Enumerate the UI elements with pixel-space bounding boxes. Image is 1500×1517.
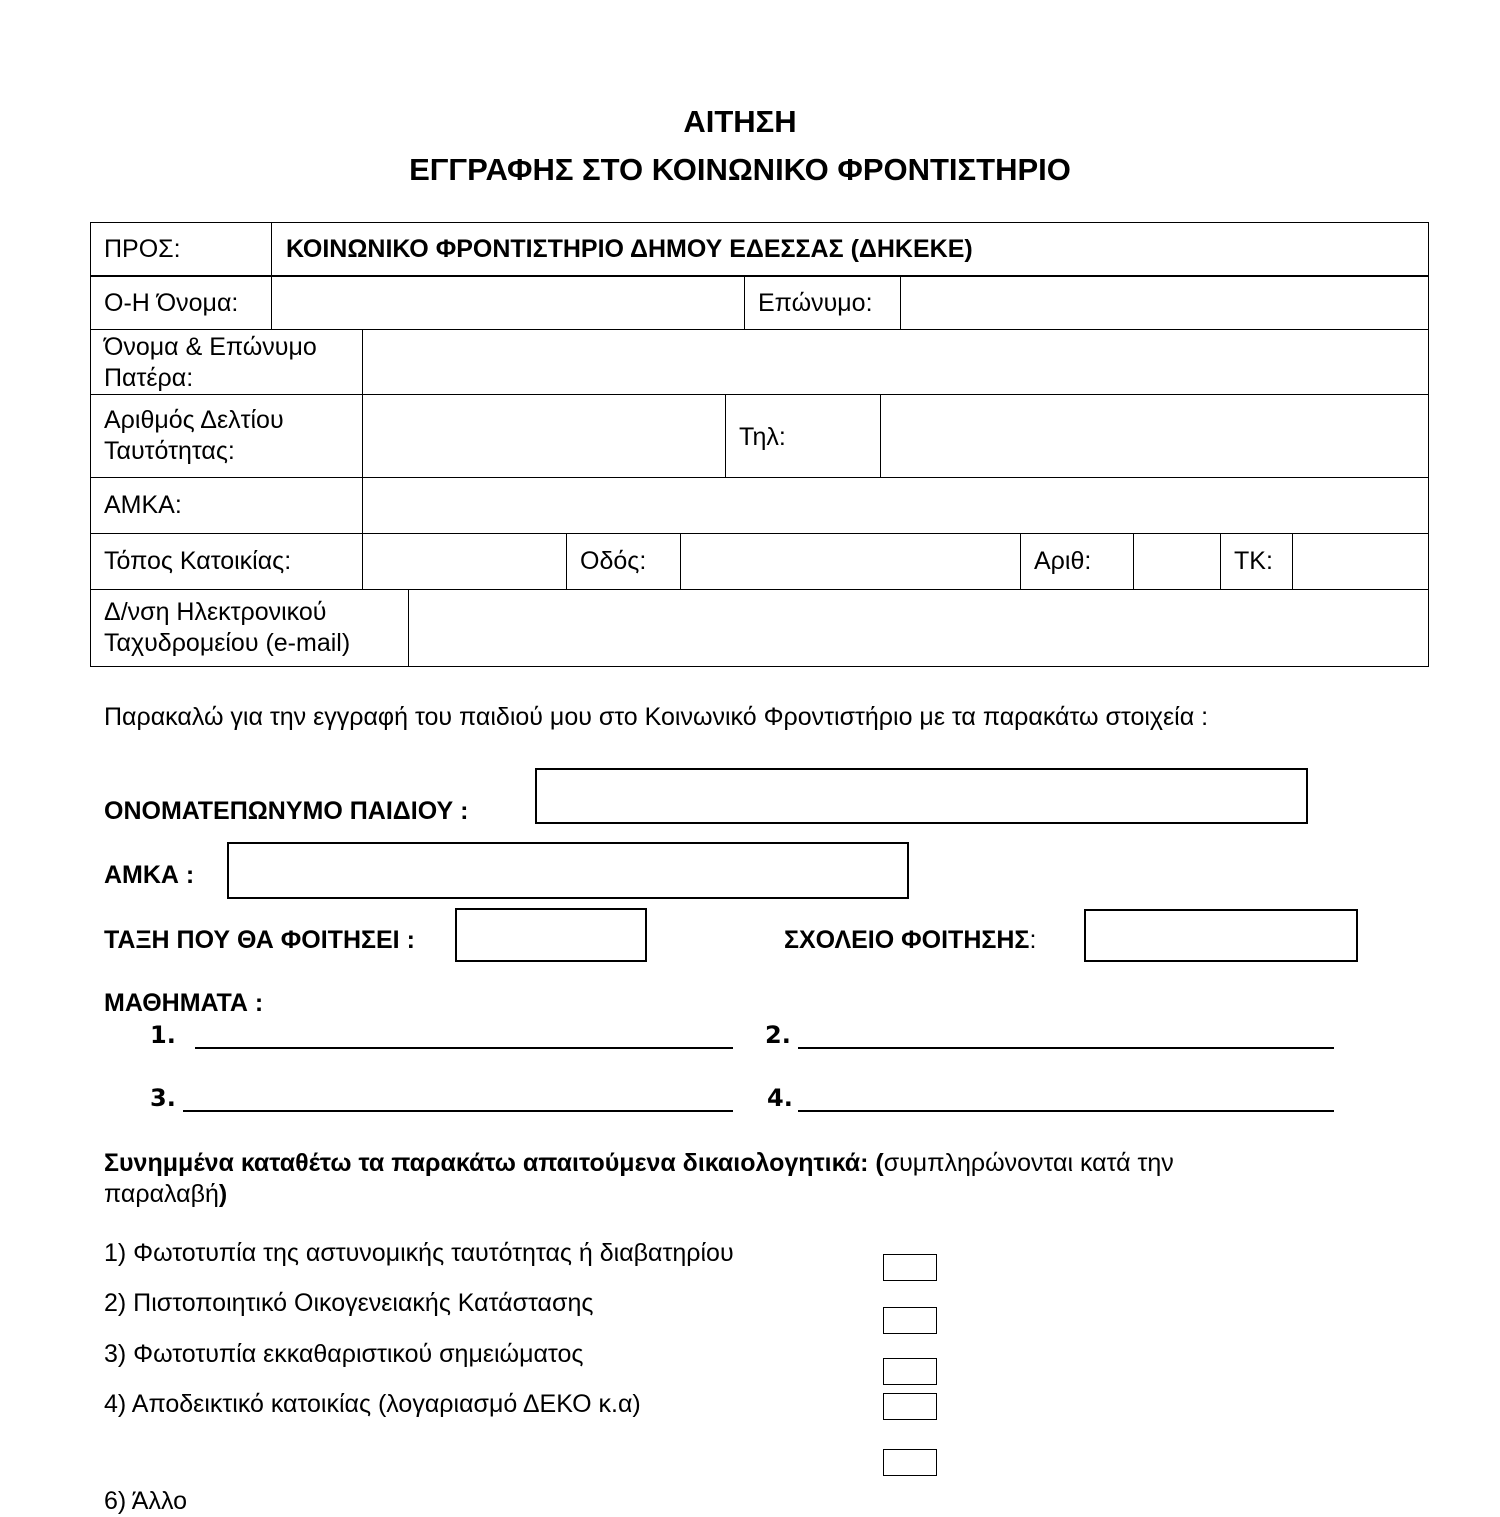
id-number-label: Αριθμός Δελτίου Ταυτότητας: — [104, 406, 284, 465]
document-5-checkbox[interactable] — [883, 1449, 937, 1476]
father-name-field[interactable] — [364, 330, 1428, 394]
email-field[interactable] — [410, 590, 1428, 666]
school-input[interactable] — [1084, 909, 1358, 962]
lessons-label: ΜΑΘΗΜΑΤΑ : — [104, 989, 264, 1017]
document-item-3: 3) Φωτοτυπία εκκαθαριστικού σημειώματος — [104, 1340, 584, 1368]
documents-intro: Συνημμένα καταθέτω τα παρακάτω απαιτούμενα δικαιολογητικά: (συμπληρώνονται κατά την παραλαβή) — [104, 1149, 1174, 1208]
postcode-label: ΤΚ: — [1234, 547, 1273, 575]
document-item-4: 4) Αποδεικτικό κατοικίας (λογαριασμό ΔΕΚΟ κ.α) — [104, 1390, 641, 1418]
request-text: Παρακαλώ για την εγγραφή του παιδιού μου στο Κοινωνικό Φροντιστήριο με τα παρακάτω στοιχεία : — [104, 703, 1209, 731]
lesson-4-line[interactable] — [798, 1110, 1334, 1112]
amka-field[interactable] — [364, 478, 1428, 533]
to-value: ΚΟΙΝΩΝΙΚΟ ΦΡΟΝΤΙΣΤΗΡΙΟ ΔΗΜΟΥ ΕΔΕΣΣΑΣ (ΔΗΚΕΚΕ) — [286, 235, 973, 263]
postcode-field[interactable] — [1294, 534, 1428, 589]
page-title: ΑΙΤΗΣΗ — [683, 104, 797, 139]
street-label: Οδός: — [580, 547, 647, 575]
lesson-1-line[interactable] — [195, 1047, 733, 1049]
document-4-checkbox[interactable] — [883, 1393, 937, 1420]
first-name-field[interactable] — [273, 277, 743, 329]
lesson-4-number: 4. — [767, 1084, 793, 1112]
class-input[interactable] — [455, 908, 647, 962]
phone-field[interactable] — [882, 395, 1428, 477]
phone-label: Τηλ: — [739, 423, 786, 451]
id-number-field[interactable] — [364, 395, 724, 477]
to-label: ΠΡΟΣ: — [104, 235, 181, 263]
child-name-input[interactable] — [535, 768, 1308, 824]
amka-label: ΑΜΚΑ: — [104, 491, 182, 519]
father-name-label: Όνομα & Επώνυμο Πατέρα: — [104, 333, 317, 392]
document-item-2: 2) Πιστοποιητικό Οικογενειακής Κατάστασης — [104, 1289, 594, 1317]
residence-label: Τόπος Κατοικίας: — [104, 547, 292, 575]
child-name-label: ΟΝΟΜΑΤΕΠΩΝΥΜΟ ΠΑΙΔΙΟΥ : — [104, 797, 469, 825]
lesson-3-line[interactable] — [183, 1110, 733, 1112]
number-label: Αριθ: — [1034, 547, 1092, 575]
lesson-2-number: 2. — [765, 1021, 791, 1049]
lesson-2-line[interactable] — [798, 1047, 1334, 1049]
first-name-label: Ο-Η Όνομα: — [104, 289, 239, 317]
class-label: ΤΑΞΗ ΠΟΥ ΘΑ ΦΟΙΤΗΣΕΙ : — [104, 926, 415, 954]
page-subtitle: ΕΓΓΡΑΦΗΣ ΣΤΟ ΚΟΙΝΩΝΙΚΟ ΦΡΟΝΤΙΣΤΗΡΙΟ — [409, 152, 1071, 187]
document-item-1: 1) Φωτοτυπία της αστυνομικής ταυτότητας ή διαβατηρίου — [104, 1239, 734, 1267]
lesson-1-number: 1. — [150, 1021, 176, 1049]
child-amka-input[interactable] — [227, 842, 909, 899]
document-2-checkbox[interactable] — [883, 1307, 937, 1334]
document-1-checkbox[interactable] — [883, 1254, 937, 1281]
number-field[interactable] — [1135, 534, 1219, 589]
street-field[interactable] — [682, 534, 1019, 589]
surname-field[interactable] — [902, 277, 1428, 329]
email-label: Δ/νση Ηλεκτρονικού Ταχυδρομείου (e-mail) — [104, 598, 351, 657]
document-3-checkbox[interactable] — [883, 1358, 937, 1385]
residence-field[interactable] — [364, 534, 565, 589]
lesson-3-number: 3. — [150, 1084, 176, 1112]
surname-label: Επώνυμο: — [758, 289, 873, 317]
school-label: ΣΧΟΛΕΙΟ ΦΟΙΤΗΣΗΣ: — [784, 926, 1037, 954]
child-amka-label: ΑΜΚΑ : — [104, 861, 195, 889]
document-item-other: 6) Άλλο — [104, 1487, 188, 1515]
